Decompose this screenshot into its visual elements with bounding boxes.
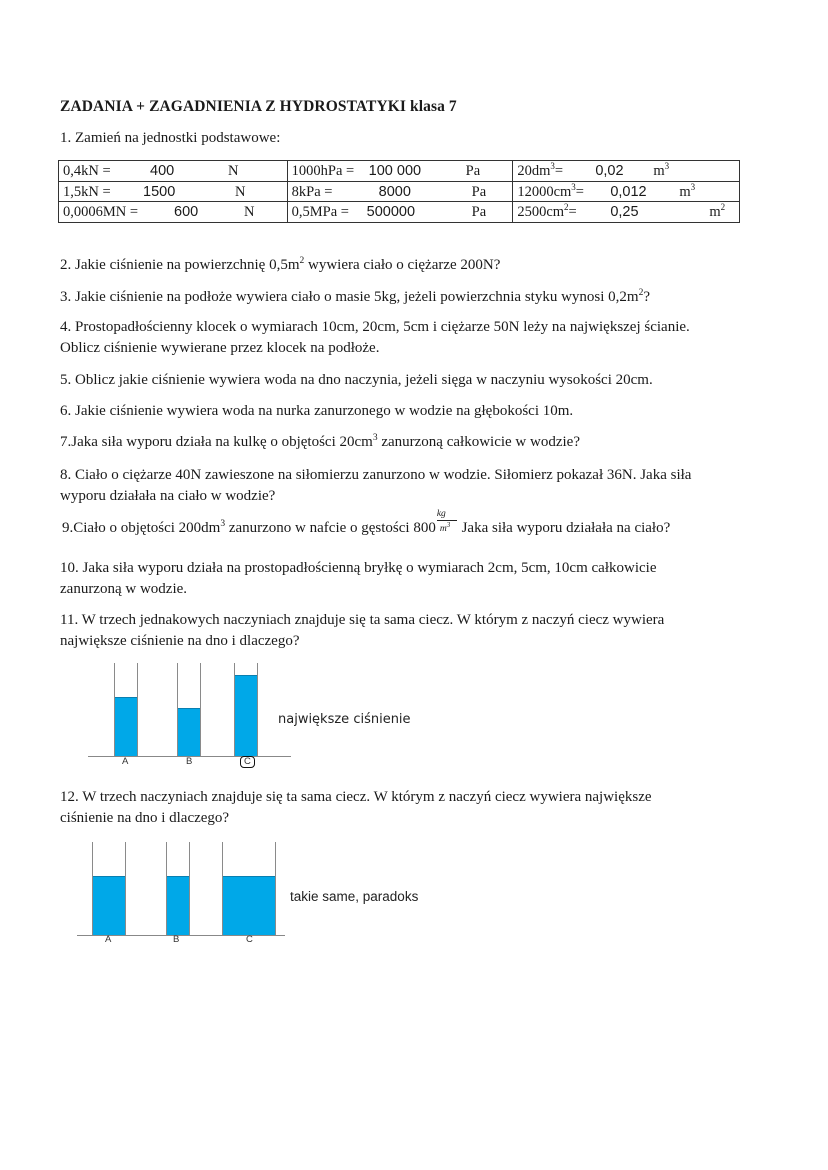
handwritten-answer[interactable]: 400 <box>150 163 175 179</box>
vessel-label-c: C <box>246 934 253 945</box>
handwritten-answer-note[interactable]: największe ciśnienie <box>278 712 411 727</box>
conversion-expression: $12000cm^3=$ <box>517 181 584 200</box>
table-cell <box>513 202 740 223</box>
table-row <box>59 202 740 223</box>
table-cell <box>287 202 513 223</box>
unit-label: N <box>244 204 255 220</box>
question-4: 4. Prostopadłościenny klocek o wymiarach 10cm, 20cm, 5cm i ciężarze 50N leży na największej ścianie. Oblicz ciśnienie wywierane przez klocek na podłoże. <box>60 319 690 356</box>
question-6: 6. Jakie ciśnienie wywiera woda na nurka zanurzonego w wodzie na głębokości 10m. <box>60 403 574 419</box>
table-row <box>59 161 740 182</box>
unit-label: $m^3$ <box>679 181 696 200</box>
vessel-c <box>234 663 258 756</box>
question-12: 12. W trzech naczyniach znajduje się ta sama ciecz. W którym z naczyń ciecz wywiera największe ciśnienie na dno i dlaczego? <box>60 789 652 826</box>
table-cell <box>287 181 513 202</box>
conversion-expression: 0,4kN = <box>63 163 111 179</box>
unit-label: Pa <box>471 183 487 200</box>
question-11: 11. W trzech jednakowych naczyniach znajduje się ta sama ciecz. W którym z naczyń ciecz wywiera największe ciśnienie na dno i dlaczego? <box>60 612 665 649</box>
vessel-a <box>114 663 138 756</box>
vessel-label-a: A <box>105 934 112 945</box>
unit-conversion-table <box>58 160 740 223</box>
vessel-label-a: A <box>122 756 129 767</box>
document-title: ZADANIA + ZAGADNIENIA Z HYDROSTATYKI klasa 7 <box>60 98 457 115</box>
water-fill <box>178 708 200 756</box>
question-2: 2. Jakie ciśnienie na powierzchnię $0,5m^2$ wywiera ciało o ciężarze 200N? <box>60 256 501 273</box>
handwritten-answer[interactable]: 8000 <box>378 183 411 200</box>
vessel-label-b: B <box>186 756 193 767</box>
handwritten-answer[interactable]: 0,25 <box>610 204 639 220</box>
vessel-a <box>92 842 126 935</box>
unit-label: Pa <box>465 163 481 179</box>
vessel-b <box>177 663 201 756</box>
unit-label: Pa <box>471 204 487 220</box>
table-cell <box>513 181 740 202</box>
table-cell <box>59 181 288 202</box>
handwritten-answer[interactable]: 0,012 <box>610 183 647 200</box>
water-fill <box>115 697 137 756</box>
conversion-expression: 1,5kN = <box>63 183 111 200</box>
unit-label: N <box>228 163 239 179</box>
water-fill <box>235 675 257 756</box>
water-fill <box>167 876 189 935</box>
water-fill <box>93 876 125 935</box>
water-fill <box>223 876 275 935</box>
question-3: 3. Jakie ciśnienie na podłoże wywiera ciało o masie 5kg, jeżeli powierzchnia styku wynosi $0,2m^2$? <box>60 288 651 305</box>
table-cell <box>59 161 288 182</box>
conversion-expression: 0,0006MN = <box>63 204 139 220</box>
vessel-b <box>166 842 190 935</box>
conversion-expression: 8kPa = <box>291 183 333 200</box>
vessel-label-b: B <box>173 934 180 945</box>
conversion-expression: 1000hPa = <box>291 163 355 179</box>
vessel-c <box>222 842 276 935</box>
handwritten-answer[interactable]: 0,02 <box>595 163 624 179</box>
handwritten-answer-note[interactable]: takie same, paradoks <box>290 889 419 904</box>
table-cell <box>513 161 740 182</box>
density-fraction: $\frac{kg}{m^3}$ <box>436 518 458 532</box>
unit-label: $m^2$ <box>709 202 726 220</box>
question-5: 5. Oblicz jakie ciśnienie wywiera woda na dno naczynia, jeżeli sięga w naczyniu wysokości 20cm. <box>60 372 653 388</box>
vessel-label-c-circled: C <box>240 756 255 768</box>
question-1-prompt: 1. Zamień na jednostki podstawowe: <box>60 130 281 146</box>
conversion-expression: 0,5MPa = <box>291 204 349 220</box>
question-7: 7.Jaka siła wyporu działa na kulkę o objętości $20cm^3$ zanurzoną całkowicie w wodzie? <box>60 433 580 450</box>
handwritten-answer[interactable]: 600 <box>174 204 199 220</box>
conversion-expression: $2500cm^2=$ <box>517 202 577 220</box>
handwritten-answer[interactable]: 1500 <box>143 183 176 200</box>
unit-label: N <box>235 183 246 200</box>
question-10: 10. Jaka siła wyporu działa na prostopadłościenną bryłkę o wymiarach 2cm, 5cm, 10cm całkowicie zanurzoną w wodzie. <box>60 560 657 597</box>
handwritten-answer[interactable]: 100 000 <box>368 163 422 179</box>
handwritten-answer[interactable]: 500000 <box>366 204 416 220</box>
table-cell <box>59 202 288 223</box>
conversion-expression: $20dm^3=$ <box>517 161 564 179</box>
question-8: 8. Ciało o ciężarze 40N zawieszone na siłomierzu zanurzono w wodzie. Siłomierz pokazał 36N. Jaka siła wyporu działała na ciało w wodzie? <box>60 467 692 504</box>
table-row <box>59 181 740 202</box>
unit-label: $m^3$ <box>653 161 670 179</box>
table-cell <box>287 161 513 182</box>
question-9: 9.Ciało o objętości $200dm^3$ zanurzono w nafcie o gęstości 800 $\frac{kg}{m^3}$ Jaka siła wyporu działała na ciało? <box>62 509 671 536</box>
